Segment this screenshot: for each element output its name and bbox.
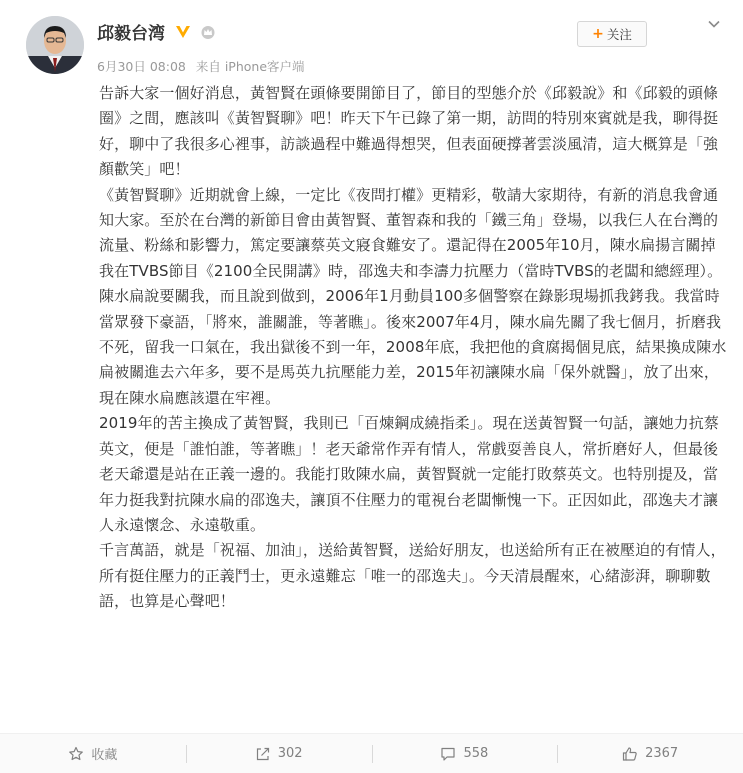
author-name[interactable] [97,19,216,44]
comment-icon [440,746,456,762]
comment-button[interactable] [372,734,558,773]
post-paragraph: 《黃智賢聊》近期就會上線，一定比《夜問打權》更精彩，敬請大家期待，有新的消息我會通知大家。至於在台灣的新節目會由黃智賢、董智森和我的「鐵三角」登場，以我仨人在台灣的流量、粉絲和影響力，篤定要讓蔡英文寢食難安了。還記得在2005年10月，陳水扁揚言關掉我在TVBS節目《2100全民開講》時，邵逸夫和李濤力抗壓力（當時TVBS的老闆和總經理）。陳水扁說要關我，而且說到做到，2006年1月動員100多個警察在錄影現場抓我銬我。我當時當眾發下豪語，「將來，誰關誰，等著瞧」。後來2007年4月，陳水扁先關了我七個月，折磨我不死，留我一口氣在，我出獄後不到一年，2008年底，我把他的貪腐揭個見底，結果換成陳水扁被關進去六年多，要不是馬英九抗壓能力差，2015年初讓陳水扁「保外就醫」，放了出來，現在陳水扁應該還在牢裡。 [99,185,727,407]
thumbs-up-icon [622,746,638,762]
post-paragraph: 2019年的苦主換成了黃智賢，我則已「百煉鋼成繞指柔」。現在送黃智賢一句話，讓她力抗蔡英文，便是「誰怕誰，等著瞧」！老天爺常作弄有情人，常戲耍善良人，常折磨好人，但最後老天爺還是站在正義一邊的。我能打敗陳水扁，黃智賢就一定能打敗蔡英文。也特別提及，當年力挺我對抗陳水扁的邵逸夫，讓頂不住壓力的電視台老闆慚愧一下。正因如此，邵逸夫才讓人永遠懷念、永遠敬重。 [99,414,719,534]
follow-button[interactable] [577,21,647,47]
repost-button[interactable] [186,734,372,773]
comment-count: 558 [463,746,489,761]
author-avatar[interactable] [26,16,84,74]
post-paragraph: 告訴大家一個好消息，黃智賢在頭條要開節目了，節目的型態介於《邱毅說》和《邱毅的頭條圈》之間，應該叫《黃智賢聊》吧！昨天下午已錄了第一期，訪問的特別來賓就是我，聊得挺好，聊中了我很多心裡事，訪談過程中難過得想哭，但表面硬撐著雲淡風清，這大概算是「強顏歡笑」吧！ [99,84,719,179]
like-count: 2367 [645,746,679,761]
post-paragraph: 千言萬語，就是「祝福、加油」，送給黃智賢，送給好朋友，也送給所有正在被壓迫的有情人，所有挺住壓力的正義鬥士，更永遠難忘「唯一的邵逸夫」。今天清晨醒來，心緒澎湃，聊聊數語，也算是心聲吧！ [99,541,726,611]
plus-icon: + [592,26,604,42]
post-action-bar [0,733,743,773]
post-body [99,81,729,615]
chevron-down-icon[interactable] [705,15,723,33]
post-source: 来自 iPhone客户端 [195,59,305,74]
follow-label: 关注 [606,27,632,42]
star-icon [68,746,84,762]
post-header [0,0,743,90]
repost-icon [255,746,271,762]
repost-count: 302 [277,746,303,761]
favorite-button[interactable] [0,734,186,773]
favorite-label: 收藏 [91,748,118,763]
verified-v-badge-icon [174,23,192,41]
post-meta [97,57,311,75]
member-crown-icon[interactable] [200,24,216,40]
like-button[interactable] [557,734,743,773]
author-name-text[interactable]: 邱毅台湾 [97,24,165,44]
post-date[interactable]: 6月30日 08:08 [97,59,186,74]
